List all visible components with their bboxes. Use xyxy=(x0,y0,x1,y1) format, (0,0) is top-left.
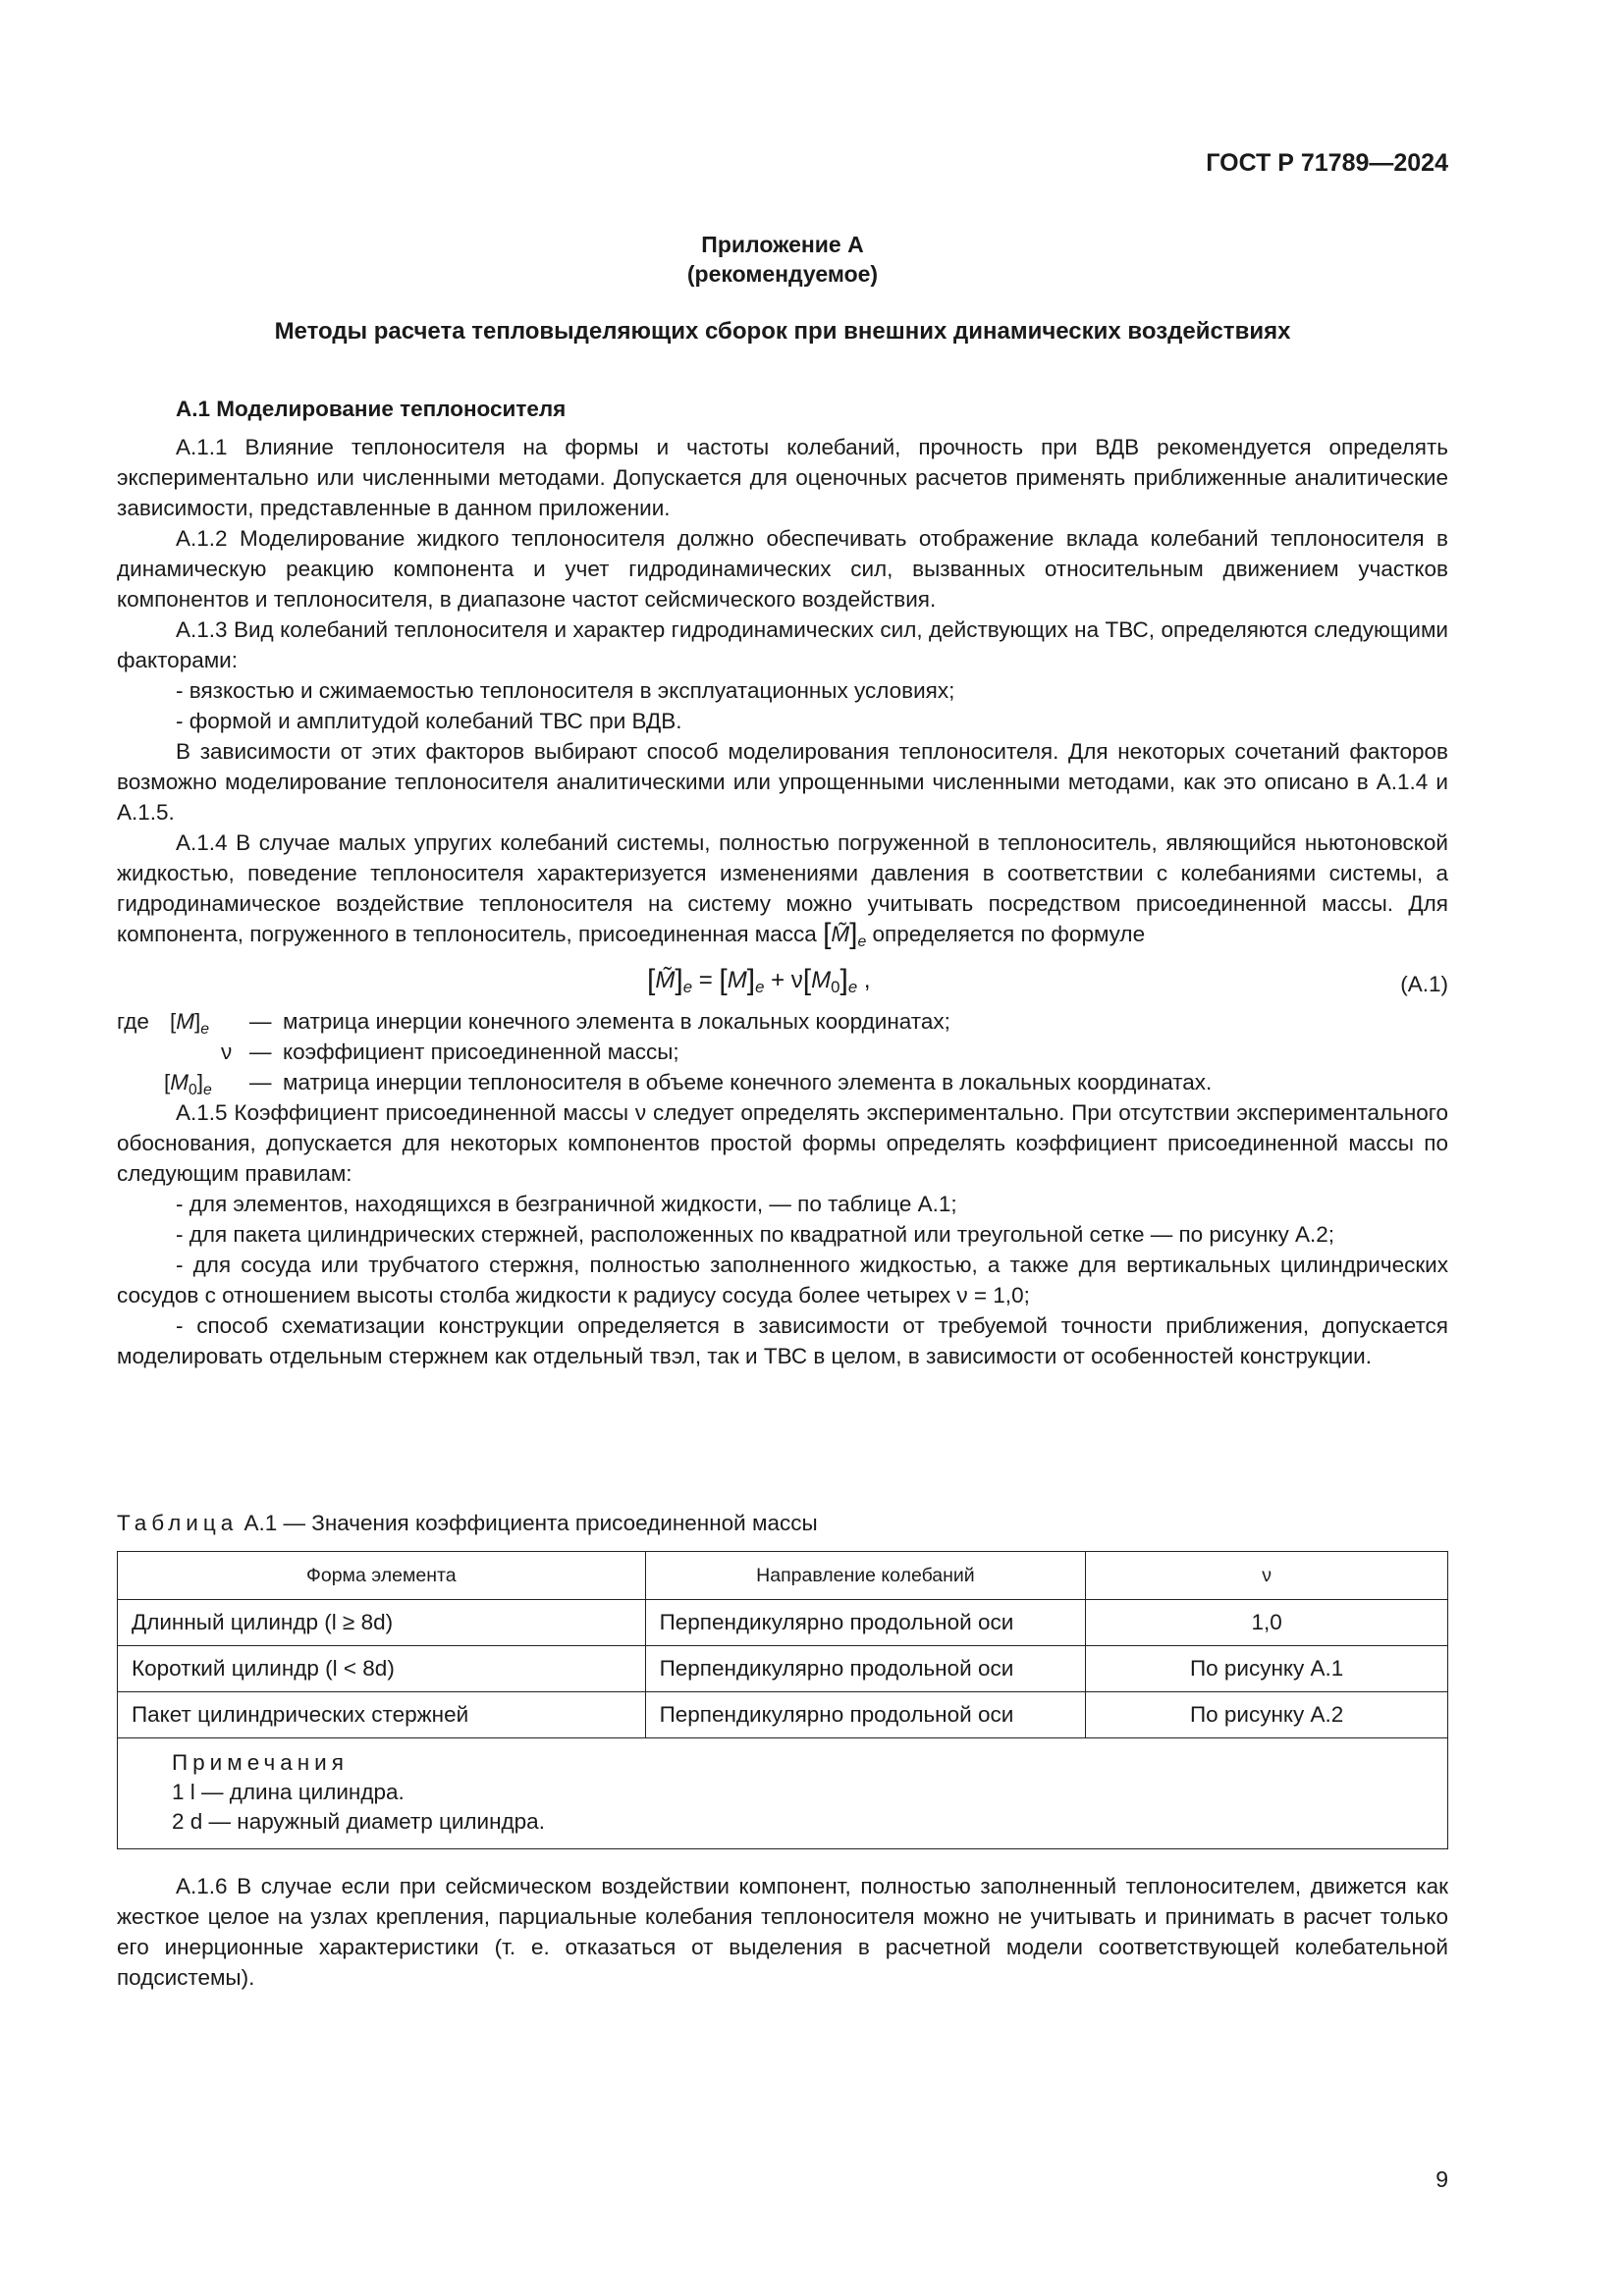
table-cell: Перпендикулярно продольной оси xyxy=(645,1692,1086,1738)
where-definition: матрица инерции конечного элемента в локальных координатах; xyxy=(283,1009,950,1034)
appendix-title: Приложение А xyxy=(701,232,864,257)
note-item: 1 l — длина цилиндра. xyxy=(172,1780,405,1804)
where-line xyxy=(117,1067,1448,1097)
paragraph-a14-end: определяется по формуле xyxy=(872,922,1146,946)
added-mass-symbol: $[M̃]_e$ xyxy=(823,918,867,950)
table-cell: Пакет цилиндрических стержней xyxy=(118,1692,646,1738)
where-line xyxy=(117,1037,1448,1067)
table-notes xyxy=(118,1738,1448,1849)
where-symbol-nu: ν xyxy=(221,1040,233,1064)
where-definition: матрица инерции теплоносителя в объеме конечного элемента в локальных координатах. xyxy=(283,1070,1213,1095)
body-text-after-table xyxy=(117,1871,1448,1993)
where-lead: где xyxy=(117,1009,149,1034)
section-title: А.1 Моделирование теплоносителя xyxy=(176,397,567,421)
paragraph-a16: А.1.6 В случае если при сейсмическом воздействии компонент, полностью заполненный теплоносителем, движется как жесткое целое на узлах крепления, парциальные колебания теплоносителя можно не учитывать и принимать в расчет только его инерционные характеристики (т. е. отказаться от выделения в расчетной модели соответствующей колебательной подсистемы). xyxy=(117,1874,1448,1990)
list-item: - вязкостью и сжимаемостью теплоносителя в эксплуатационных условиях; xyxy=(176,678,955,703)
list-item: - формой и амплитудой колебаний ТВС при ВДВ. xyxy=(176,709,682,733)
table-cell: По рисунку А.2 xyxy=(1086,1692,1448,1738)
table-header: Направление колебаний xyxy=(645,1552,1086,1600)
table-cell: Короткий цилиндр (l < 8d) xyxy=(118,1646,646,1692)
formula-expression: $[M̃]_e = [M]_e + \nu[M_0]_e$ , xyxy=(647,964,871,996)
paragraph-a12: А.1.2 Моделирование жидкого теплоносителя должно обеспечивать отображение вклада колебаний теплоносителя в динамическую реакцию компонента и учет гидродинамических сил, вызванных относительным движением участков компонентов и теплоносителя, в диапазоне частот сейсмического воздействия. xyxy=(117,526,1448,612)
table-caption-text: А.1 — Значения коэффициента присоединенной массы xyxy=(244,1511,818,1535)
where-dash: — xyxy=(249,1070,272,1095)
table-notes-row xyxy=(118,1738,1448,1849)
paragraph-a14-start: А.1.4 В случае малых упругих колебаний системы, полностью погруженной в теплоноситель, являющийся ньютоновской жидкостью, поведение теплоносителя характеризуется изменениями давления в соответствии с колебаниями системы, а гидродинамическое воздействие теплоносителя на систему можно учитывать посредством присоединенной массы. Для компонента, погруженного в теплоноситель, присоединенная масса xyxy=(117,830,1448,946)
table-row xyxy=(118,1600,1448,1646)
table-row xyxy=(118,1692,1448,1738)
paragraph-a11: А.1.1 Влияние теплоносителя на формы и частоты колебаний, прочность при ВДВ рекомендуется определять экспериментально или численными методами. Допускается для оценочных расчетов применять приближенные аналитические зависимости, представленные в данном приложении. xyxy=(117,435,1448,520)
notes-title: Примечания xyxy=(172,1750,349,1775)
table-cell: Перпендикулярно продольной оси xyxy=(645,1600,1086,1646)
table-cell: Перпендикулярно продольной оси xyxy=(645,1646,1086,1692)
table-caption xyxy=(117,1511,818,1536)
table-header: ν xyxy=(1086,1552,1448,1600)
where-symbol-m: $[M]_e$ xyxy=(170,1009,210,1038)
table-row xyxy=(118,1646,1448,1692)
where-dash: — xyxy=(249,1009,272,1034)
table-header-row xyxy=(118,1552,1448,1600)
paragraph-factors: В зависимости от этих факторов выбирают способ моделирования теплоносителя. Для некоторых сочетаний факторов возможно моделирование теплоносителя аналитическими или упрощенными численными методами, как это описано в А.1.4 и А.1.5. xyxy=(117,739,1448,825)
body-text xyxy=(117,432,1448,1371)
list-item: - способ схематизации конструкции определяется в зависимости от требуемой точности приближения, допускается моделировать отдельным стержнем как отдельный твэл, так и ТВС в целом, в зависимости от особенностей конструкции. xyxy=(117,1313,1448,1368)
table-header: Форма элемента xyxy=(118,1552,646,1600)
appendix-subtitle: (рекомендуемое) xyxy=(686,261,879,287)
appendix-heading xyxy=(117,230,1448,289)
paragraph-a15: А.1.5 Коэффициент присоединенной массы ν следует определять экспериментально. При отсутствии экспериментального обоснования, допускается для некоторых компонентов простой формы определять коэффициент присоединенной массы по следующим правилам: xyxy=(117,1100,1448,1186)
table-cell: 1,0 xyxy=(1086,1600,1448,1646)
note-item: 2 d — наружный диаметр цилиндра. xyxy=(172,1809,545,1834)
standard-number: ГОСТ Р 71789—2024 xyxy=(1206,149,1448,177)
paragraph-a13: А.1.3 Вид колебаний теплоносителя и характер гидродинамических сил, действующих на ТВС, определяются следующими факторами: xyxy=(117,617,1448,672)
table-cell: Длинный цилиндр (l ≥ 8d) xyxy=(118,1600,646,1646)
table-cell: По рисунку А.1 xyxy=(1086,1646,1448,1692)
where-definition: коэффициент присоединенной массы; xyxy=(283,1040,679,1064)
main-title: Методы расчета тепловыделяющих сборок при внешних динамических воздействиях xyxy=(274,318,1291,345)
formula-number: (А.1) xyxy=(1400,972,1448,996)
list-item: - для пакета цилиндрических стержней, расположенных по квадратной или треугольной сетке — по рисунку А.2; xyxy=(176,1222,1335,1247)
list-item: - для элементов, находящихся в безграничной жидкости, — по таблице А.1; xyxy=(176,1192,957,1216)
where-symbol-m0: $[M_0]_e$ xyxy=(164,1070,212,1098)
table-caption-word: Таблица xyxy=(117,1511,239,1535)
formula-a1 xyxy=(117,959,1448,1006)
list-item: - для сосуда или трубчатого стержня, полностью заполненного жидкостью, а также для вертикальных цилиндрических сосудов с отношением высоты столба жидкости к радиусу сосуда более четырех ν = 1,0; xyxy=(117,1253,1448,1308)
where-dash: — xyxy=(249,1040,272,1064)
coefficient-table xyxy=(117,1551,1448,1849)
page-number: 9 xyxy=(1435,2166,1448,2192)
paragraph-a14 xyxy=(117,828,1448,957)
where-line xyxy=(117,1006,1448,1037)
